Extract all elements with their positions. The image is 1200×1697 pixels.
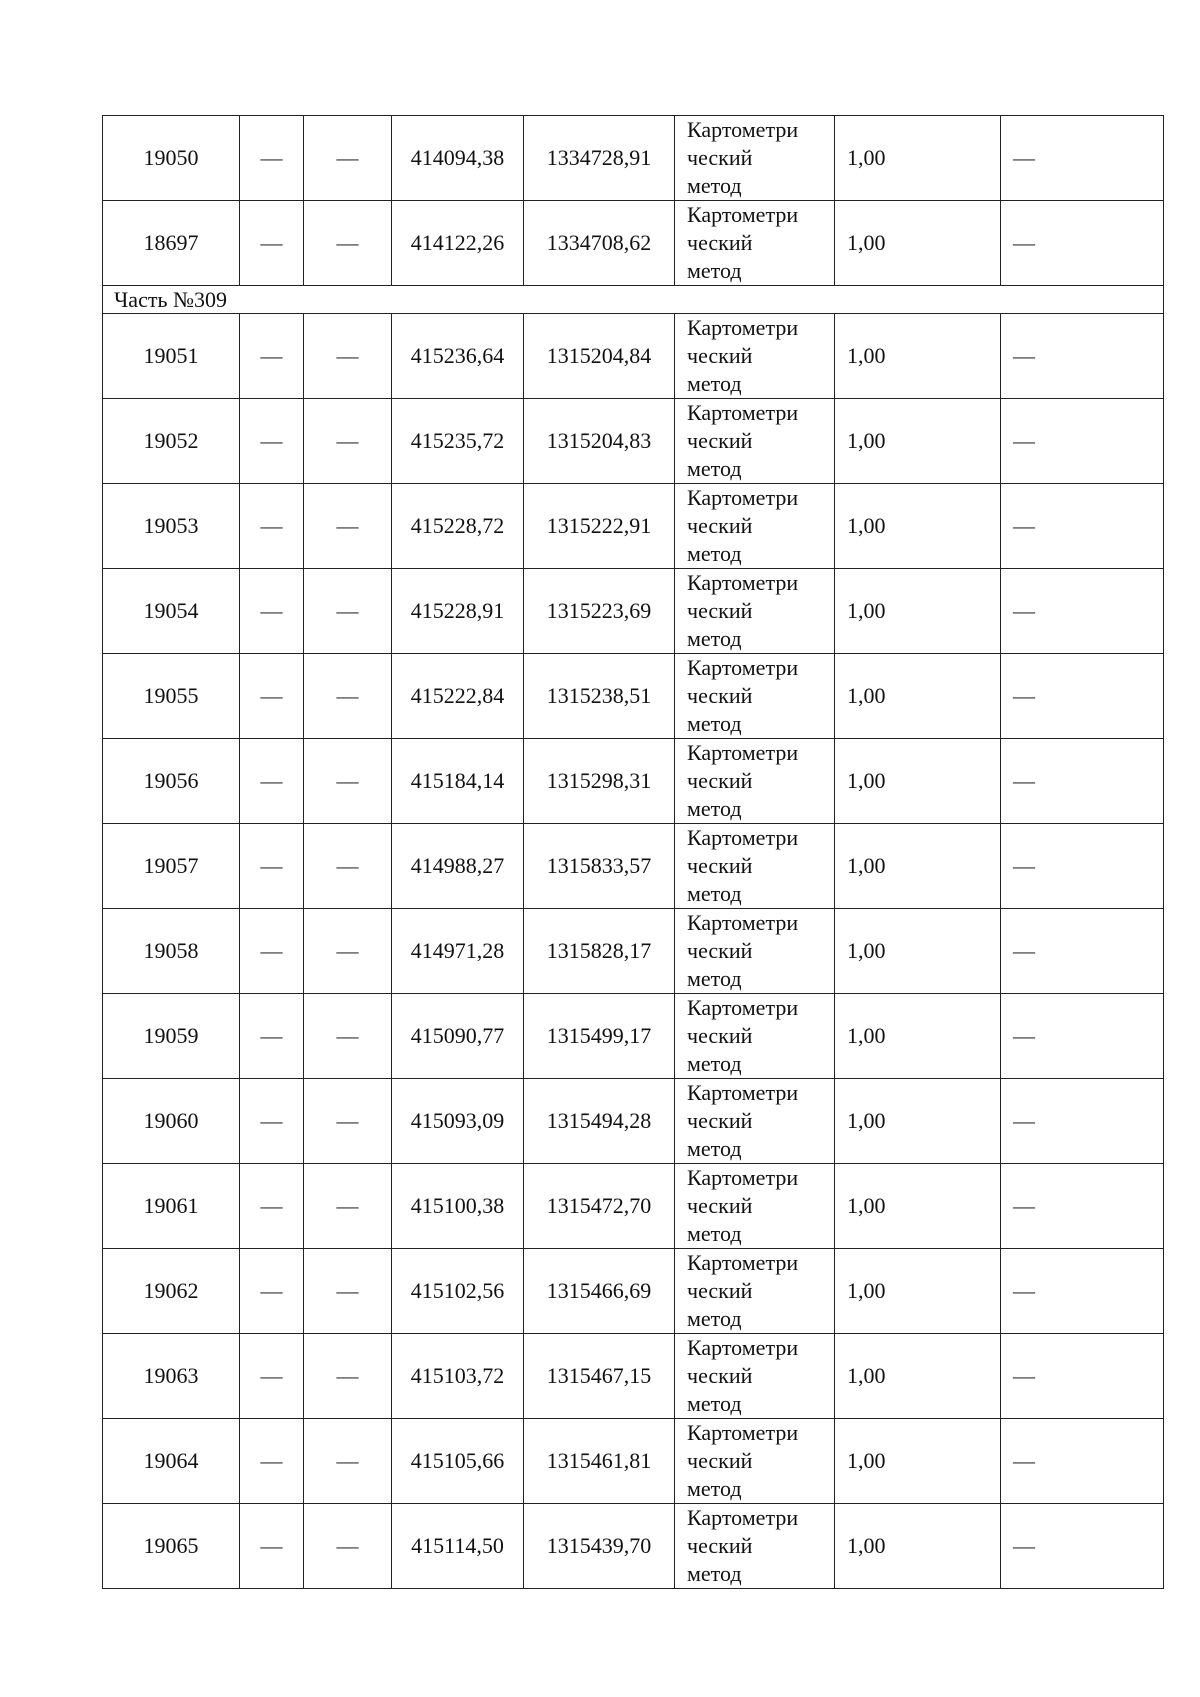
method-line: метод xyxy=(687,1136,742,1161)
empty-cell: — xyxy=(304,116,392,201)
empty-cell: — xyxy=(1001,1079,1164,1164)
empty-cell: — xyxy=(240,484,304,569)
point-number-cell: 19052 xyxy=(103,399,240,484)
empty-cell: — xyxy=(1001,1419,1164,1504)
empty-cell: — xyxy=(1001,654,1164,739)
x-coordinate-cell: 415103,72 xyxy=(392,1334,524,1419)
point-number-cell: 19059 xyxy=(103,994,240,1079)
x-coordinate-cell: 415100,38 xyxy=(392,1164,524,1249)
empty-cell: — xyxy=(1001,1249,1164,1334)
accuracy-cell: 1,00 xyxy=(835,1504,1001,1589)
table-row xyxy=(103,994,1164,1079)
method-line: ческий xyxy=(687,428,753,453)
y-coordinate-cell: 1315466,69 xyxy=(524,1249,675,1334)
empty-cell: — xyxy=(240,201,304,286)
method-cell xyxy=(675,1419,835,1504)
method-line: метод xyxy=(687,711,742,736)
method-line: ческий xyxy=(687,1193,753,1218)
x-coordinate-cell: 414971,28 xyxy=(392,909,524,994)
x-coordinate-cell: 415114,50 xyxy=(392,1504,524,1589)
empty-cell: — xyxy=(304,1419,392,1504)
empty-cell: — xyxy=(240,1504,304,1589)
method-line: Картометри xyxy=(687,1505,799,1530)
point-number-cell: 19051 xyxy=(103,314,240,399)
table-row xyxy=(103,484,1164,569)
empty-cell: — xyxy=(1001,1504,1164,1589)
empty-cell: — xyxy=(1001,399,1164,484)
y-coordinate-cell: 1315204,83 xyxy=(524,399,675,484)
method-cell xyxy=(675,399,835,484)
accuracy-cell: 1,00 xyxy=(835,201,1001,286)
method-line: метод xyxy=(687,1476,742,1501)
accuracy-cell: 1,00 xyxy=(835,994,1001,1079)
accuracy-cell: 1,00 xyxy=(835,1419,1001,1504)
empty-cell: — xyxy=(1001,201,1164,286)
method-line: ческий xyxy=(687,1533,753,1558)
empty-cell: — xyxy=(1001,116,1164,201)
table-row xyxy=(103,1334,1164,1419)
method-line: метод xyxy=(687,966,742,991)
method-cell xyxy=(675,1334,835,1419)
coordinates-table xyxy=(102,115,1164,1589)
point-number-cell: 19057 xyxy=(103,824,240,909)
point-number-cell: 18697 xyxy=(103,201,240,286)
method-line: ческий xyxy=(687,1108,753,1133)
y-coordinate-cell: 1315828,17 xyxy=(524,909,675,994)
method-line: ческий xyxy=(687,513,753,538)
y-coordinate-cell: 1315461,81 xyxy=(524,1419,675,1504)
table-row xyxy=(103,314,1164,399)
x-coordinate-cell: 415093,09 xyxy=(392,1079,524,1164)
empty-cell: — xyxy=(240,739,304,824)
empty-cell: — xyxy=(1001,739,1164,824)
y-coordinate-cell: 1315223,69 xyxy=(524,569,675,654)
y-coordinate-cell: 1334728,91 xyxy=(524,116,675,201)
method-cell xyxy=(675,484,835,569)
table-row xyxy=(103,201,1164,286)
table-row xyxy=(103,116,1164,201)
empty-cell: — xyxy=(304,484,392,569)
table-row xyxy=(103,654,1164,739)
method-line: Картометри xyxy=(687,1165,799,1190)
empty-cell: — xyxy=(240,909,304,994)
section-title: Часть №309 xyxy=(103,286,1164,314)
method-line: метод xyxy=(687,541,742,566)
empty-cell: — xyxy=(240,1079,304,1164)
x-coordinate-cell: 414122,26 xyxy=(392,201,524,286)
method-line: Картометри xyxy=(687,655,799,680)
y-coordinate-cell: 1315298,31 xyxy=(524,739,675,824)
method-cell xyxy=(675,116,835,201)
x-coordinate-cell: 414094,38 xyxy=(392,116,524,201)
empty-cell: — xyxy=(1001,1334,1164,1419)
method-cell xyxy=(675,909,835,994)
method-line: Картометри xyxy=(687,117,799,142)
method-cell xyxy=(675,1079,835,1164)
method-cell xyxy=(675,994,835,1079)
accuracy-cell: 1,00 xyxy=(835,116,1001,201)
method-line: ческий xyxy=(687,683,753,708)
y-coordinate-cell: 1315439,70 xyxy=(524,1504,675,1589)
empty-cell: — xyxy=(240,1249,304,1334)
point-number-cell: 19058 xyxy=(103,909,240,994)
accuracy-cell: 1,00 xyxy=(835,909,1001,994)
point-number-cell: 19055 xyxy=(103,654,240,739)
empty-cell: — xyxy=(1001,569,1164,654)
method-cell xyxy=(675,314,835,399)
empty-cell: — xyxy=(304,569,392,654)
empty-cell: — xyxy=(240,399,304,484)
x-coordinate-cell: 415102,56 xyxy=(392,1249,524,1334)
y-coordinate-cell: 1315204,84 xyxy=(524,314,675,399)
method-line: ческий xyxy=(687,1448,753,1473)
accuracy-cell: 1,00 xyxy=(835,314,1001,399)
accuracy-cell: 1,00 xyxy=(835,824,1001,909)
method-line: Картометри xyxy=(687,825,799,850)
y-coordinate-cell: 1315499,17 xyxy=(524,994,675,1079)
method-line: метод xyxy=(687,1391,742,1416)
method-line: метод xyxy=(687,173,742,198)
x-coordinate-cell: 415228,72 xyxy=(392,484,524,569)
empty-cell: — xyxy=(304,1079,392,1164)
method-line: Картометри xyxy=(687,995,799,1020)
method-line: метод xyxy=(687,1561,742,1586)
x-coordinate-cell: 415105,66 xyxy=(392,1419,524,1504)
point-number-cell: 19060 xyxy=(103,1079,240,1164)
table-row xyxy=(103,824,1164,909)
method-line: метод xyxy=(687,371,742,396)
accuracy-cell: 1,00 xyxy=(835,739,1001,824)
method-line: Картометри xyxy=(687,1420,799,1445)
empty-cell: — xyxy=(240,116,304,201)
method-line: ческий xyxy=(687,768,753,793)
y-coordinate-cell: 1315222,91 xyxy=(524,484,675,569)
table-row xyxy=(103,909,1164,994)
x-coordinate-cell: 415090,77 xyxy=(392,994,524,1079)
method-line: ческий xyxy=(687,230,753,255)
empty-cell: — xyxy=(240,1334,304,1419)
empty-cell: — xyxy=(304,314,392,399)
y-coordinate-cell: 1315833,57 xyxy=(524,824,675,909)
point-number-cell: 19061 xyxy=(103,1164,240,1249)
method-line: Картометри xyxy=(687,202,799,227)
method-line: метод xyxy=(687,1051,742,1076)
method-line: метод xyxy=(687,258,742,283)
table-body xyxy=(103,116,1164,1589)
accuracy-cell: 1,00 xyxy=(835,654,1001,739)
point-number-cell: 19064 xyxy=(103,1419,240,1504)
x-coordinate-cell: 415236,64 xyxy=(392,314,524,399)
method-line: ческий xyxy=(687,1278,753,1303)
method-line: метод xyxy=(687,1221,742,1246)
method-line: Картометри xyxy=(687,400,799,425)
y-coordinate-cell: 1334708,62 xyxy=(524,201,675,286)
point-number-cell: 19054 xyxy=(103,569,240,654)
method-cell xyxy=(675,1164,835,1249)
section-header-row xyxy=(103,286,1164,314)
empty-cell: — xyxy=(304,654,392,739)
empty-cell: — xyxy=(240,654,304,739)
accuracy-cell: 1,00 xyxy=(835,399,1001,484)
empty-cell: — xyxy=(304,1334,392,1419)
x-coordinate-cell: 415235,72 xyxy=(392,399,524,484)
point-number-cell: 19063 xyxy=(103,1334,240,1419)
empty-cell: — xyxy=(240,1419,304,1504)
method-line: ческий xyxy=(687,343,753,368)
accuracy-cell: 1,00 xyxy=(835,484,1001,569)
point-number-cell: 19062 xyxy=(103,1249,240,1334)
point-number-cell: 19065 xyxy=(103,1504,240,1589)
empty-cell: — xyxy=(240,314,304,399)
method-line: Картометри xyxy=(687,485,799,510)
method-line: ческий xyxy=(687,598,753,623)
empty-cell: — xyxy=(240,569,304,654)
empty-cell: — xyxy=(304,1164,392,1249)
x-coordinate-cell: 414988,27 xyxy=(392,824,524,909)
method-line: ческий xyxy=(687,145,753,170)
method-line: ческий xyxy=(687,1363,753,1388)
point-number-cell: 19056 xyxy=(103,739,240,824)
table-row xyxy=(103,569,1164,654)
table-row xyxy=(103,1504,1164,1589)
table-row xyxy=(103,1249,1164,1334)
method-cell xyxy=(675,1249,835,1334)
accuracy-cell: 1,00 xyxy=(835,1079,1001,1164)
empty-cell: — xyxy=(304,909,392,994)
empty-cell: — xyxy=(1001,314,1164,399)
method-line: метод xyxy=(687,626,742,651)
empty-cell: — xyxy=(1001,1164,1164,1249)
method-line: Картометри xyxy=(687,1250,799,1275)
empty-cell: — xyxy=(304,201,392,286)
method-line: Картометри xyxy=(687,910,799,935)
x-coordinate-cell: 415184,14 xyxy=(392,739,524,824)
x-coordinate-cell: 415228,91 xyxy=(392,569,524,654)
y-coordinate-cell: 1315238,51 xyxy=(524,654,675,739)
table-row xyxy=(103,1079,1164,1164)
empty-cell: — xyxy=(240,994,304,1079)
method-cell xyxy=(675,201,835,286)
method-line: ческий xyxy=(687,853,753,878)
empty-cell: — xyxy=(304,739,392,824)
method-line: Картометри xyxy=(687,1335,799,1360)
empty-cell: — xyxy=(240,824,304,909)
method-cell xyxy=(675,824,835,909)
method-cell xyxy=(675,1504,835,1589)
y-coordinate-cell: 1315472,70 xyxy=(524,1164,675,1249)
table-row xyxy=(103,739,1164,824)
point-number-cell: 19053 xyxy=(103,484,240,569)
method-line: ческий xyxy=(687,1023,753,1048)
empty-cell: — xyxy=(1001,824,1164,909)
method-line: Картометри xyxy=(687,570,799,595)
table-row xyxy=(103,399,1164,484)
method-line: ческий xyxy=(687,938,753,963)
accuracy-cell: 1,00 xyxy=(835,1164,1001,1249)
empty-cell: — xyxy=(304,824,392,909)
method-line: Картометри xyxy=(687,740,799,765)
empty-cell: — xyxy=(304,1249,392,1334)
accuracy-cell: 1,00 xyxy=(835,1249,1001,1334)
empty-cell: — xyxy=(304,994,392,1079)
table-row xyxy=(103,1164,1164,1249)
empty-cell: — xyxy=(1001,909,1164,994)
x-coordinate-cell: 415222,84 xyxy=(392,654,524,739)
empty-cell: — xyxy=(1001,994,1164,1079)
point-number-cell: 19050 xyxy=(103,116,240,201)
table-row xyxy=(103,1419,1164,1504)
accuracy-cell: 1,00 xyxy=(835,1334,1001,1419)
empty-cell: — xyxy=(240,1164,304,1249)
method-line: метод xyxy=(687,796,742,821)
method-cell xyxy=(675,739,835,824)
method-line: метод xyxy=(687,1306,742,1331)
method-line: Картометри xyxy=(687,315,799,340)
empty-cell: — xyxy=(1001,484,1164,569)
method-cell xyxy=(675,654,835,739)
empty-cell: — xyxy=(304,1504,392,1589)
method-line: Картометри xyxy=(687,1080,799,1105)
y-coordinate-cell: 1315467,15 xyxy=(524,1334,675,1419)
method-line: метод xyxy=(687,881,742,906)
method-cell xyxy=(675,569,835,654)
empty-cell: — xyxy=(304,399,392,484)
y-coordinate-cell: 1315494,28 xyxy=(524,1079,675,1164)
method-line: метод xyxy=(687,456,742,481)
accuracy-cell: 1,00 xyxy=(835,569,1001,654)
